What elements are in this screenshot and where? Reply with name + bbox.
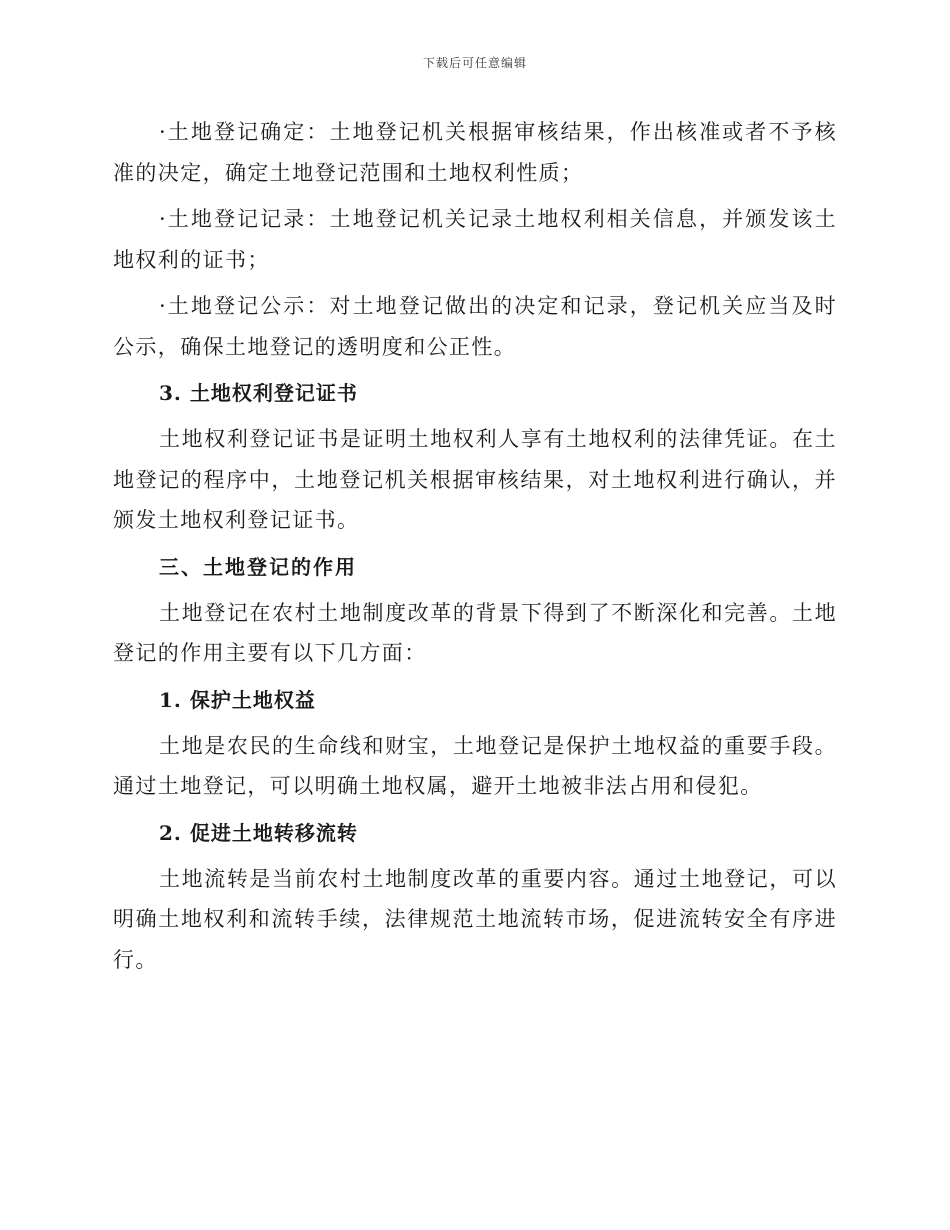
bullet-paragraph-confirmation: ·土地登记确定：土地登记机关根据审核结果，作出核准或者不予核准的决定，确定土地登记范围和土地权利性质；: [113, 120, 837, 185]
paragraph-certificate: 土地权利登记证书是证明土地权利人享有土地权利的法律凭证。在土地登记的程序中，土地登记机关根据审核结果，对土地权利进行确认，并颁发土地权利登记证书。: [113, 427, 837, 532]
bullet-paragraph-publicity: ·土地登记公示：对土地登记做出的决定和记录，登记机关应当及时公示，确保土地登记的透明度和公正性。: [113, 294, 837, 359]
paragraph-protect-rights: 土地是农民的生命线和财宝，土地登记是保护土地权益的重要手段。通过土地登记，可以明确土地权属，避开土地被非法占用和侵犯。: [113, 733, 837, 798]
paragraph-promote-transfer: 土地流转是当前农村土地制度改革的重要内容。通过土地登记，可以明确土地权利和流转手续，法律规范土地流转市场，促进流转安全有序进行。: [113, 866, 837, 972]
page-header: 下载后可任意编辑: [422, 56, 527, 70]
bullet-paragraph-record: ·土地登记记录：土地登记机关记录土地权利相关信息，并颁发该土地权利的证书；: [113, 207, 837, 272]
section-heading-role: 三、土地登记的作用: [159, 554, 357, 579]
paragraph-role-intro: 土地登记在农村土地制度改革的背景下得到了不断深化和完善。土地登记的作用主要有以下几方面：: [113, 600, 837, 665]
subheading-protect-rights: 1. 保护土地权益: [159, 687, 316, 712]
subheading-promote-transfer: 2. 促进土地转移流转: [159, 820, 358, 845]
document-body: [113, 112, 837, 986]
subheading-certificate: 3. 土地权利登记证书: [159, 381, 358, 405]
